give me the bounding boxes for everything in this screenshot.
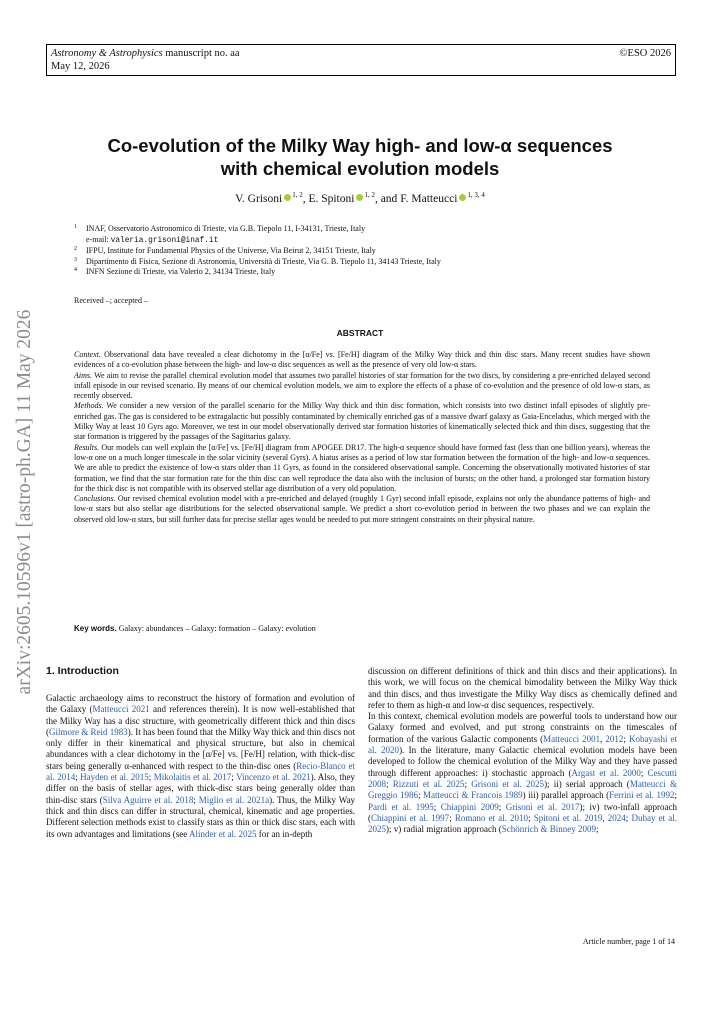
body-text: ; xyxy=(464,778,472,789)
arxiv-stamp-container xyxy=(14,262,44,742)
body-text: ) iii) parallel approach ( xyxy=(522,790,610,801)
body-text: ). Thus, the Milky Way thick and thin discs can differ in structural, chemical, kinematic and age properties. Different selection methods exist to classify stars as thin or thick disc stars, each with its own advantages and limitations (see xyxy=(46,794,355,839)
email-link[interactable]: valeria.grisoni@inaf.it xyxy=(110,236,219,245)
citation-link[interactable]: Rizzuti et al. 2025 xyxy=(392,778,465,789)
arxiv-stamp: arXiv:2605.10596v1 [astro-ph.GA] 11 May 2026 xyxy=(14,309,35,695)
affiliation-text: INAF, Osservatorio Astronomico di Trieste, via G.B. Tiepolo 11, I-34131, Trieste, Italy xyxy=(86,224,366,233)
keywords xyxy=(74,624,650,633)
body-text: ). In the literature, many Galactic chemical evolution models have been developed to follow the chemical evolution of the Milky Way and they have passed through different approaches: i) stochastic approach ( xyxy=(368,745,677,778)
abstract-paragraph xyxy=(74,443,650,494)
received-line: Received –; accepted – xyxy=(74,296,148,305)
author-separator: , and xyxy=(374,192,401,205)
copyright: ©ESO 2026 xyxy=(619,48,671,59)
abstract-heading: ABSTRACT xyxy=(336,328,384,338)
citation-link[interactable]: Schönrich & Binney 2009 xyxy=(501,824,596,835)
body-text: ; xyxy=(148,772,154,783)
intro-left-column xyxy=(46,693,355,840)
abstract-label: Methods. xyxy=(74,401,104,411)
orcid-icon[interactable] xyxy=(459,194,466,201)
citation-link[interactable]: Kobayashi et al. 2020 xyxy=(368,733,677,756)
body-text: ; xyxy=(418,790,424,801)
affiliation-number: 1 xyxy=(74,224,77,230)
keywords-label: Key words. xyxy=(74,624,117,633)
body-text: ; xyxy=(449,812,455,823)
citation-link[interactable]: Chiappini et al. 1997 xyxy=(371,812,450,823)
page-footer: Article number, page 1 of 14 xyxy=(582,937,675,946)
citation-link[interactable]: Grisoni et al. 2017 xyxy=(505,801,580,812)
citation-link[interactable]: Matteucci 2001 xyxy=(543,733,601,744)
abstract-label: Results. xyxy=(74,442,100,452)
citation-link[interactable]: Matteucci & Greggio 1986 xyxy=(368,778,677,801)
affiliation-text: Dipartimento di Fisica, Sezione di Astronomia, Università di Trieste, Via G. B. Tiepolo 11, 34143 Trieste, Italy xyxy=(86,256,441,266)
author-list xyxy=(60,191,660,205)
abstract-paragraph xyxy=(74,494,650,525)
body-text: ); v) radial migration approach ( xyxy=(386,824,502,835)
citation-link[interactable]: Recio-Blanco et al. 2014 xyxy=(46,760,355,783)
abstract-text: Our models can well explain the [α/Fe] vs. [Fe/H] diagram from APOGEE DR17. The high-α sequence should have formed fast (less than one billion years), whereas the low-α one on a much longer timescale in the solar vicinity (several Gyrs). A hiatus arises as a period of low star formation between the formation of the high- and low-α sequences. We are able to predict the existence of low-α stars older than 11 Gyrs, as found in the considered observational sample. Concerning the observationally motivated histories of star formation, we find that the star formation rate for the thin disc can well reproduce the data also with the inclusion of bursts; on the other hand, a prolonged star formation history for the thick disc is not compatible with its observed stellar age distribution of a very old population. xyxy=(74,442,650,493)
body-text: ; xyxy=(433,801,441,812)
author-affil-sup: 1, 3, 4 xyxy=(467,191,485,199)
citation-link[interactable]: Miglio et al. 2021a xyxy=(198,794,270,805)
title-line-1: Co-evolution of the Milky Way high- and low-α sequences xyxy=(107,135,613,156)
citation-link[interactable]: Matteucci & Francois 1989 xyxy=(423,790,523,801)
affiliation-text: IFPU, Institute for Fundamental Physics of the Universe, Via Beirut 2, 34151 Trieste, Italy xyxy=(86,246,376,256)
citation-link[interactable]: Romano et al. 2010 xyxy=(454,812,529,823)
citation-link[interactable]: Vincenzo et al. 2021 xyxy=(236,772,311,783)
header-date: May 12, 2026 xyxy=(51,61,110,72)
body-text: and references therein). It is now well-established that the Milky Way has a disc structure, with geometrically different thick and thin discs ( xyxy=(46,704,355,737)
body-text: ; xyxy=(231,772,237,783)
author-affil-sup: 1, 2 xyxy=(292,191,303,199)
body-text: ; xyxy=(640,767,648,778)
citation-link[interactable]: Mikolaitis et al. 2017 xyxy=(153,772,232,783)
affiliation-number: 3 xyxy=(74,256,77,263)
body-text: ; xyxy=(674,790,677,801)
abstract-text: Observational data have revealed a clear dichotomy in the [α/Fe] vs. [Fe/H] diagram of the Milky Way thick and thin disc stars. Many recent studies have shown evidences of a co-evolution phase between the high- and low-α disc sequences as well as the presence of very old low-α stars. xyxy=(74,350,650,370)
intro-paragraph-3 xyxy=(368,711,677,835)
affiliation-number: 4 xyxy=(74,267,77,274)
keywords-text: Galaxy: abundances – Galaxy: formation – Galaxy: evolution xyxy=(116,624,316,633)
manuscript-label: manuscript no. aa xyxy=(165,48,240,59)
citation-link[interactable]: Ferrini et al. 1992 xyxy=(609,790,675,801)
body-text: ; xyxy=(595,824,599,835)
running-header xyxy=(46,44,676,76)
orcid-icon[interactable] xyxy=(356,194,363,201)
citation-link[interactable]: Hayden et al. 2015 xyxy=(80,772,149,783)
abstract-paragraph xyxy=(74,371,650,402)
affiliation-text: INFN Sezione di Trieste, via Valerio 2, 34134 Trieste, Italy xyxy=(86,267,276,277)
abstract-label: Context. xyxy=(74,350,101,359)
body-text: In this context, chemical evolution models are powerful tools to understand how our Galaxy formed and evolved, and put strong constraints on the timescales of formation of the various Galactic components ( xyxy=(368,711,677,744)
author-name: V. Grisoni xyxy=(235,192,283,205)
citation-link[interactable]: Grisoni et al. 2025 xyxy=(471,778,545,789)
abstract-text: We aim to revise the parallel chemical evolution model that assumes two parallel histories of star formation for the two discs, by considering a pre-enriched delayed second infall episode in our revised scenario. By means of our chemical evolution models, we aim to explore the effects of a phase of co-evolution and the presence of old low-α stars, as recently observed. xyxy=(74,370,650,401)
affiliation-row xyxy=(74,267,674,278)
citation-link[interactable]: Spitoni et al. 2019 xyxy=(533,812,603,823)
body-text: ; xyxy=(193,794,199,805)
body-text: ; xyxy=(498,801,506,812)
citation-link[interactable]: Matteucci 2021 xyxy=(92,704,150,715)
body-text: ; xyxy=(386,778,393,789)
citation-link[interactable]: 2024 xyxy=(607,812,626,823)
affiliation-row xyxy=(74,235,674,247)
affiliation-text: e-mail: xyxy=(86,234,111,244)
body-text: ; xyxy=(625,812,632,823)
citation-link[interactable]: 2012 xyxy=(605,733,624,744)
citation-link[interactable]: Silva Aguirre et al. 2018 xyxy=(102,794,194,805)
abstract xyxy=(74,350,650,525)
abstract-label: Conclusions. xyxy=(74,494,116,504)
intro-paragraph-2: discussion on different definitions of thick and thin discs and their applications). In this work, we will focus on the chemical bimodality between the Milky Way thick and thin discs, and thus investigate the Milky Way discs as chemically defined and refer to them as high-α and low-α disc sequences, respectively. xyxy=(368,666,677,710)
citation-link[interactable]: Pardi et al. 1995 xyxy=(368,801,434,812)
body-text: , xyxy=(602,812,608,823)
affiliations xyxy=(74,224,674,278)
body-text: Galactic archaeology aims to reconstruct the history of formation and evolution of the Galaxy ( xyxy=(46,693,355,715)
body-text: ); iv) two-infall approach ( xyxy=(368,801,677,823)
citation-link[interactable]: Gilmore & Reid 1983 xyxy=(49,726,128,737)
author-name: E. Spitoni xyxy=(308,192,355,205)
affiliation-number: 2 xyxy=(74,246,77,253)
body-text: ; xyxy=(528,812,534,823)
author-affil-sup: 1, 2 xyxy=(364,191,375,199)
abstract-paragraph xyxy=(74,350,650,371)
header-left xyxy=(51,47,240,73)
paper-title xyxy=(60,134,660,180)
abstract-text: We consider a new version of the parallel scenario for the Milky Way thick and thin disc formation, which consists into two distinct infall episodes of slightly pre-enriched gas. The gas is considered to be extragalactic but possibly contaminated by chemically enriched gas of a massive dwarf galaxy as Gaia-Enceladus, which merged with the Milky Way at least 10 Gyrs ago. Moreover, we test in our model observationally derived star formation histories of kinematically selected thick and thin discs, suggesting that the star formation is triggered by the passages of the Sagittarius galaxy. xyxy=(74,401,650,442)
citation-link[interactable]: Argast et al. 2000 xyxy=(571,767,641,778)
body-text: ; xyxy=(75,772,81,783)
author-name: F. Matteucci xyxy=(400,192,458,205)
body-text: for an in-depth xyxy=(256,828,313,839)
body-text: ); ii) serial approach ( xyxy=(544,778,630,789)
body-text: ). Also, they differ on the basis of stellar ages, with thick-disc stars being generally older than thin-disc stars ( xyxy=(46,772,356,805)
intro-right-column xyxy=(368,666,677,835)
citation-link[interactable]: Dubay et al. 2025 xyxy=(368,812,677,835)
title-line-2: with chemical evolution models xyxy=(220,158,500,179)
section-heading: 1. Introduction xyxy=(46,665,119,677)
abstract-label: Aims. xyxy=(74,370,92,380)
body-text: ). It has been found that the Milky Way thick and thin discs not only differ in their kinematical and physical structure, but also in chemical abundances with a clear dichotomy in the [α/Fe] vs. [Fe/H] relation, with thick-disc stars being generally α-enhanced with respect to the thin-disc ones ( xyxy=(46,726,355,771)
citation-link[interactable]: Cescutti 2008 xyxy=(368,767,677,789)
affiliation-row xyxy=(74,257,674,268)
citation-link[interactable]: Chiappini 2009 xyxy=(440,801,499,812)
citation-link[interactable]: Alinder et al. 2025 xyxy=(188,828,257,839)
abstract-paragraph xyxy=(74,401,650,442)
journal-name: Astronomy & Astrophysics xyxy=(51,48,163,59)
orcid-icon[interactable] xyxy=(284,194,291,201)
intro-paragraph-1 xyxy=(46,693,355,840)
body-text: ; xyxy=(623,733,629,744)
author-separator: , xyxy=(302,192,309,205)
affiliation-row xyxy=(74,246,674,257)
affiliation-row xyxy=(74,224,674,235)
body-text: , xyxy=(600,733,606,744)
abstract-text: Our revised chemical evolution model with a pre-enriched and delayed (roughly 1 Gyr) second infall episode, explains not only the abundance patterns of high- and low-α stars but also stellar age distributions for the selected observational sample. We predict a short co-evolution period in between the two phases and we can explain the observed old low-α stars, but still further data for precise stellar ages would be needed to put more stringent constraints on their physical nature. xyxy=(74,494,650,524)
